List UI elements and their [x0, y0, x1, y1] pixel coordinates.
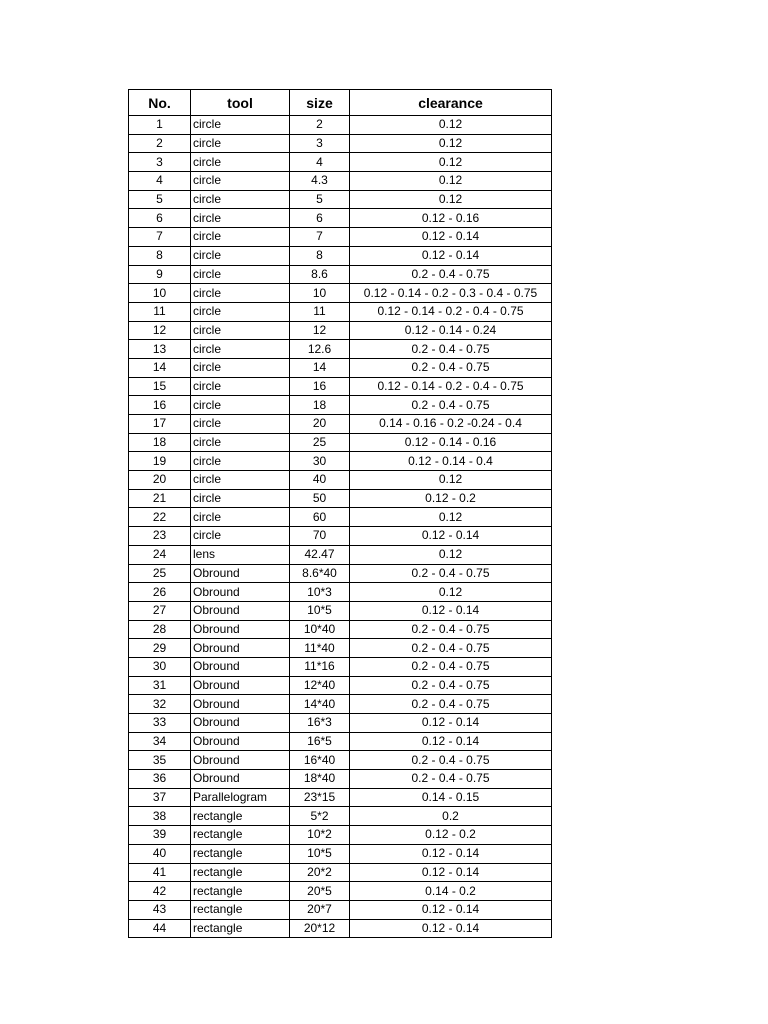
cell-clearance: 0.12 - 0.14: [350, 844, 552, 863]
cell-tool: circle: [191, 265, 290, 284]
cell-no: 7: [129, 228, 191, 247]
table-row: [129, 695, 552, 714]
cell-size: 16*5: [290, 732, 350, 751]
table-row: [129, 732, 552, 751]
table-row: [129, 882, 552, 901]
cell-clearance: 0.14 - 0.16 - 0.2 -0.24 - 0.4: [350, 415, 552, 434]
cell-no: 1: [129, 116, 191, 135]
table-row: [129, 676, 552, 695]
cell-clearance: 0.12 - 0.14: [350, 228, 552, 247]
cell-clearance: 0.2 - 0.4 - 0.75: [350, 620, 552, 639]
cell-tool: circle: [191, 489, 290, 508]
cell-size: 2: [290, 116, 350, 135]
cell-size: 30: [290, 452, 350, 471]
cell-size: 20*5: [290, 882, 350, 901]
cell-clearance: 0.12 - 0.14 - 0.2 - 0.3 - 0.4 - 0.75: [350, 284, 552, 303]
table-row: [129, 770, 552, 789]
cell-clearance: 0.12 - 0.14: [350, 863, 552, 882]
cell-no: 31: [129, 676, 191, 695]
table-row: [129, 433, 552, 452]
cell-no: 10: [129, 284, 191, 303]
cell-clearance: 0.2 - 0.4 - 0.75: [350, 751, 552, 770]
cell-size: 10*2: [290, 826, 350, 845]
cell-clearance: 0.12 - 0.14: [350, 900, 552, 919]
cell-no: 26: [129, 583, 191, 602]
table-row: [129, 377, 552, 396]
table-row: [129, 844, 552, 863]
table-row: [129, 246, 552, 265]
table-row: [129, 527, 552, 546]
cell-tool: Obround: [191, 732, 290, 751]
cell-tool: circle: [191, 116, 290, 135]
cell-size: 10*5: [290, 844, 350, 863]
cell-size: 10: [290, 284, 350, 303]
cell-tool: Obround: [191, 620, 290, 639]
cell-no: 18: [129, 433, 191, 452]
cell-clearance: 0.2 - 0.4 - 0.75: [350, 770, 552, 789]
cell-size: 16: [290, 377, 350, 396]
cell-clearance: 0.2 - 0.4 - 0.75: [350, 358, 552, 377]
table-row: [129, 489, 552, 508]
cell-no: 22: [129, 508, 191, 527]
table-row: [129, 153, 552, 172]
table-row: [129, 863, 552, 882]
cell-size: 11*16: [290, 657, 350, 676]
cell-tool: circle: [191, 190, 290, 209]
table-row: [129, 134, 552, 153]
table-row: [129, 116, 552, 135]
cell-clearance: 0.12: [350, 545, 552, 564]
cell-size: 20*12: [290, 919, 350, 938]
cell-no: 30: [129, 657, 191, 676]
cell-clearance: 0.2 - 0.4 - 0.75: [350, 695, 552, 714]
cell-no: 36: [129, 770, 191, 789]
cell-tool: Obround: [191, 751, 290, 770]
cell-size: 7: [290, 228, 350, 247]
cell-size: 20*2: [290, 863, 350, 882]
cell-size: 12.6: [290, 340, 350, 359]
cell-clearance: 0.2 - 0.4 - 0.75: [350, 657, 552, 676]
table-row: [129, 919, 552, 938]
cell-no: 38: [129, 807, 191, 826]
cell-no: 15: [129, 377, 191, 396]
cell-clearance: 0.12: [350, 153, 552, 172]
cell-size: 8.6*40: [290, 564, 350, 583]
header-no: No.: [129, 90, 191, 116]
header-row: [129, 90, 552, 116]
header-size: size: [290, 90, 350, 116]
cell-no: 9: [129, 265, 191, 284]
cell-clearance: 0.12: [350, 172, 552, 191]
cell-tool: rectangle: [191, 900, 290, 919]
cell-tool: circle: [191, 284, 290, 303]
cell-tool: rectangle: [191, 863, 290, 882]
cell-size: 4: [290, 153, 350, 172]
cell-size: 10*5: [290, 601, 350, 620]
cell-no: 3: [129, 153, 191, 172]
cell-size: 40: [290, 471, 350, 490]
cell-clearance: 0.14 - 0.2: [350, 882, 552, 901]
cell-clearance: 0.14 - 0.15: [350, 788, 552, 807]
cell-clearance: 0.2 - 0.4 - 0.75: [350, 265, 552, 284]
cell-clearance: 0.12 - 0.14: [350, 732, 552, 751]
cell-no: 14: [129, 358, 191, 377]
cell-clearance: 0.12 - 0.14: [350, 919, 552, 938]
cell-size: 18*40: [290, 770, 350, 789]
table-row: [129, 321, 552, 340]
cell-tool: rectangle: [191, 807, 290, 826]
cell-size: 60: [290, 508, 350, 527]
cell-tool: circle: [191, 153, 290, 172]
cell-tool: circle: [191, 508, 290, 527]
header-clearance: clearance: [350, 90, 552, 116]
cell-no: 17: [129, 415, 191, 434]
cell-tool: circle: [191, 246, 290, 265]
cell-tool: Obround: [191, 601, 290, 620]
table-row: [129, 788, 552, 807]
cell-tool: circle: [191, 209, 290, 228]
table-row: [129, 396, 552, 415]
table-row: [129, 452, 552, 471]
cell-clearance: 0.12 - 0.14: [350, 246, 552, 265]
cell-size: 8.6: [290, 265, 350, 284]
cell-clearance: 0.12 - 0.2: [350, 826, 552, 845]
table-row: [129, 358, 552, 377]
cell-no: 43: [129, 900, 191, 919]
table-row: [129, 508, 552, 527]
cell-clearance: 0.12 - 0.14 - 0.16: [350, 433, 552, 452]
cell-tool: rectangle: [191, 826, 290, 845]
cell-tool: circle: [191, 396, 290, 415]
cell-size: 10*40: [290, 620, 350, 639]
table-body: [129, 116, 552, 938]
cell-no: 28: [129, 620, 191, 639]
cell-clearance: 0.12: [350, 471, 552, 490]
cell-size: 6: [290, 209, 350, 228]
cell-no: 23: [129, 527, 191, 546]
table-row: [129, 639, 552, 658]
cell-no: 21: [129, 489, 191, 508]
cell-no: 41: [129, 863, 191, 882]
table-row: [129, 265, 552, 284]
cell-size: 14: [290, 358, 350, 377]
cell-tool: rectangle: [191, 919, 290, 938]
table-row: [129, 826, 552, 845]
table-row: [129, 601, 552, 620]
cell-clearance: 0.12 - 0.14 - 0.24: [350, 321, 552, 340]
cell-tool: circle: [191, 358, 290, 377]
cell-tool: circle: [191, 134, 290, 153]
cell-size: 12: [290, 321, 350, 340]
cell-no: 2: [129, 134, 191, 153]
cell-clearance: 0.12 - 0.14: [350, 527, 552, 546]
cell-no: 5: [129, 190, 191, 209]
table-row: [129, 340, 552, 359]
cell-no: 25: [129, 564, 191, 583]
header-tool: tool: [191, 90, 290, 116]
cell-tool: circle: [191, 415, 290, 434]
table-row: [129, 751, 552, 770]
cell-tool: Parallelogram: [191, 788, 290, 807]
table-row: [129, 284, 552, 303]
table-row: [129, 545, 552, 564]
cell-clearance: 0.12: [350, 583, 552, 602]
cell-no: 42: [129, 882, 191, 901]
cell-no: 13: [129, 340, 191, 359]
table-row: [129, 900, 552, 919]
cell-no: 35: [129, 751, 191, 770]
cell-size: 11*40: [290, 639, 350, 658]
cell-tool: Obround: [191, 583, 290, 602]
cell-clearance: 0.12 - 0.14 - 0.4: [350, 452, 552, 471]
cell-size: 23*15: [290, 788, 350, 807]
table-row: [129, 190, 552, 209]
cell-tool: circle: [191, 527, 290, 546]
cell-no: 12: [129, 321, 191, 340]
cell-clearance: 0.12 - 0.14: [350, 714, 552, 733]
cell-size: 10*3: [290, 583, 350, 602]
cell-size: 14*40: [290, 695, 350, 714]
table-row: [129, 471, 552, 490]
cell-tool: Obround: [191, 639, 290, 658]
cell-clearance: 0.2 - 0.4 - 0.75: [350, 639, 552, 658]
table-row: [129, 415, 552, 434]
cell-tool: Obround: [191, 770, 290, 789]
cell-no: 27: [129, 601, 191, 620]
cell-tool: circle: [191, 228, 290, 247]
cell-tool: circle: [191, 302, 290, 321]
cell-size: 4.3: [290, 172, 350, 191]
table-row: [129, 209, 552, 228]
cell-no: 8: [129, 246, 191, 265]
cell-no: 37: [129, 788, 191, 807]
cell-no: 16: [129, 396, 191, 415]
cell-tool: Obround: [191, 564, 290, 583]
table-row: [129, 583, 552, 602]
cell-size: 16*3: [290, 714, 350, 733]
cell-no: 33: [129, 714, 191, 733]
cell-tool: Obround: [191, 714, 290, 733]
cell-no: 44: [129, 919, 191, 938]
cell-tool: circle: [191, 377, 290, 396]
cell-tool: lens: [191, 545, 290, 564]
cell-clearance: 0.12: [350, 116, 552, 135]
table-row: [129, 620, 552, 639]
table-row: [129, 228, 552, 247]
cell-no: 40: [129, 844, 191, 863]
cell-no: 20: [129, 471, 191, 490]
table-row: [129, 714, 552, 733]
cell-no: 11: [129, 302, 191, 321]
cell-tool: circle: [191, 471, 290, 490]
cell-tool: rectangle: [191, 844, 290, 863]
cell-clearance: 0.12 - 0.14: [350, 601, 552, 620]
cell-size: 20*7: [290, 900, 350, 919]
cell-clearance: 0.12: [350, 134, 552, 153]
cell-clearance: 0.2 - 0.4 - 0.75: [350, 676, 552, 695]
cell-clearance: 0.12: [350, 190, 552, 209]
table-row: [129, 657, 552, 676]
cell-tool: circle: [191, 321, 290, 340]
cell-size: 18: [290, 396, 350, 415]
cell-tool: Obround: [191, 657, 290, 676]
cell-size: 11: [290, 302, 350, 321]
cell-no: 19: [129, 452, 191, 471]
cell-clearance: 0.2 - 0.4 - 0.75: [350, 564, 552, 583]
cell-clearance: 0.12 - 0.16: [350, 209, 552, 228]
tool-clearance-table: [128, 89, 552, 938]
cell-tool: circle: [191, 433, 290, 452]
table-header: [129, 90, 552, 116]
cell-size: 25: [290, 433, 350, 452]
cell-clearance: 0.2 - 0.4 - 0.75: [350, 396, 552, 415]
cell-size: 16*40: [290, 751, 350, 770]
cell-size: 5: [290, 190, 350, 209]
cell-no: 4: [129, 172, 191, 191]
cell-clearance: 0.2: [350, 807, 552, 826]
cell-no: 29: [129, 639, 191, 658]
cell-tool: circle: [191, 340, 290, 359]
cell-size: 8: [290, 246, 350, 265]
cell-tool: Obround: [191, 676, 290, 695]
cell-size: 42.47: [290, 545, 350, 564]
cell-size: 70: [290, 527, 350, 546]
cell-size: 20: [290, 415, 350, 434]
cell-size: 50: [290, 489, 350, 508]
cell-size: 3: [290, 134, 350, 153]
cell-no: 39: [129, 826, 191, 845]
cell-tool: rectangle: [191, 882, 290, 901]
table-row: [129, 564, 552, 583]
cell-tool: circle: [191, 452, 290, 471]
cell-no: 6: [129, 209, 191, 228]
cell-no: 24: [129, 545, 191, 564]
cell-clearance: 0.12 - 0.14 - 0.2 - 0.4 - 0.75: [350, 377, 552, 396]
cell-tool: Obround: [191, 695, 290, 714]
cell-no: 34: [129, 732, 191, 751]
table-row: [129, 302, 552, 321]
cell-size: 5*2: [290, 807, 350, 826]
table-row: [129, 807, 552, 826]
table-row: [129, 172, 552, 191]
cell-tool: circle: [191, 172, 290, 191]
cell-clearance: 0.12: [350, 508, 552, 527]
cell-no: 32: [129, 695, 191, 714]
cell-size: 12*40: [290, 676, 350, 695]
cell-clearance: 0.2 - 0.4 - 0.75: [350, 340, 552, 359]
cell-clearance: 0.12 - 0.14 - 0.2 - 0.4 - 0.75: [350, 302, 552, 321]
cell-clearance: 0.12 - 0.2: [350, 489, 552, 508]
